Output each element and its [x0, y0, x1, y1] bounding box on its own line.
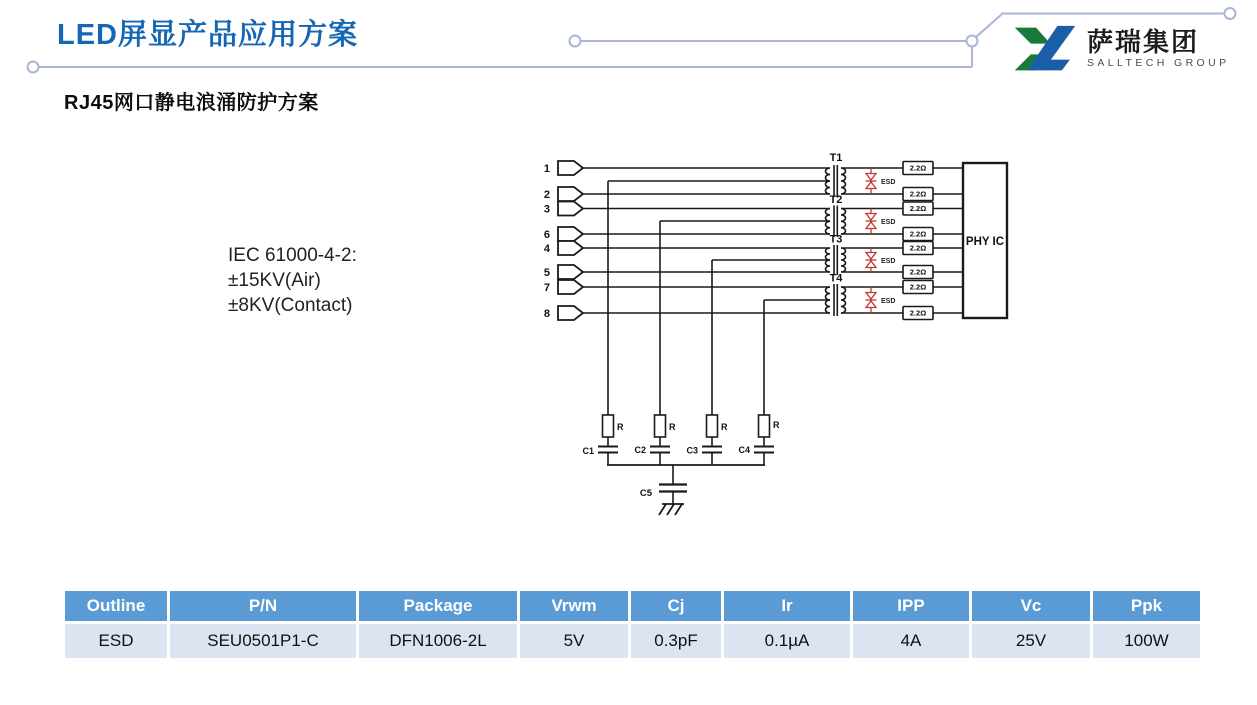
- cell-package: DFN1006-2L: [358, 623, 519, 660]
- iec-line-3: ±8KV(Contact): [228, 295, 353, 316]
- svg-text:2.2Ω: 2.2Ω: [909, 229, 927, 239]
- col-vc: Vc: [971, 590, 1092, 623]
- svg-text:C4: C4: [738, 445, 750, 455]
- spec-header-row: [64, 590, 1202, 623]
- svg-text:5: 5: [543, 267, 550, 279]
- col-ir: Ir: [723, 590, 852, 623]
- svg-text:PHY IC: PHY IC: [965, 236, 1005, 248]
- svg-text:6: 6: [543, 229, 550, 241]
- svg-text:C2: C2: [634, 445, 646, 455]
- svg-text:ESD: ESD: [881, 219, 896, 226]
- svg-text:3: 3: [543, 203, 550, 216]
- col-ipp: IPP: [852, 590, 971, 623]
- svg-text:ESD: ESD: [881, 258, 896, 265]
- cell-ir: 0.1µA: [723, 623, 852, 660]
- esd-tvs-diodes: [866, 168, 877, 313]
- cell-vrwm: 5V: [519, 623, 630, 660]
- col-cj: Cj: [630, 590, 723, 623]
- phy-ic-block: [963, 163, 1007, 318]
- ground-icon: [659, 504, 684, 515]
- col-ppk: Ppk: [1092, 590, 1202, 623]
- svg-text:2.2Ω: 2.2Ω: [909, 243, 927, 253]
- svg-text:R: R: [617, 422, 624, 432]
- termination-network: [598, 415, 774, 465]
- cell-ipp: 4A: [852, 623, 971, 660]
- svg-text:2.2Ω: 2.2Ω: [909, 308, 927, 318]
- svg-text:2.2Ω: 2.2Ω: [909, 204, 927, 214]
- secondary-wires: [841, 168, 963, 313]
- svg-text:C1: C1: [582, 446, 594, 456]
- esd-diode: [866, 248, 877, 272]
- svg-text:R: R: [773, 420, 780, 430]
- svg-text:R: R: [721, 422, 728, 432]
- spec-data-row: [64, 623, 1202, 660]
- pin-number-labels: [544, 163, 551, 320]
- col-vrwm: Vrwm: [519, 590, 630, 623]
- transformer-t2: [826, 206, 846, 238]
- logo-name-en: SALLTECH GROUP: [1087, 57, 1230, 70]
- svg-text:C3: C3: [686, 445, 698, 456]
- rj45-esd-schematic: [530, 140, 1020, 535]
- transformer-t1: [826, 165, 846, 197]
- iec-standard-note: [228, 243, 357, 318]
- svg-text:7: 7: [543, 282, 550, 294]
- cell-pn: SEU0501P1-C: [169, 623, 358, 660]
- page-title: LED屏显产品应用方案: [57, 19, 359, 51]
- svg-text:ESD: ESD: [881, 179, 896, 186]
- esd-spec-table: [62, 588, 1203, 661]
- svg-text:R: R: [669, 422, 676, 432]
- svg-text:2.2Ω: 2.2Ω: [909, 267, 927, 277]
- logo-mark-icon: [1013, 22, 1077, 76]
- cell-ppk: 100W: [1092, 623, 1202, 660]
- svg-text:2: 2: [543, 189, 550, 201]
- col-pn: P/N: [169, 590, 358, 623]
- rj45-pin-connectors: [558, 161, 583, 320]
- svg-text:2.2Ω: 2.2Ω: [909, 163, 927, 173]
- col-package: Package: [358, 590, 519, 623]
- center-tap-lines: [608, 181, 830, 415]
- primary-wires: [583, 168, 830, 313]
- svg-text:4: 4: [543, 243, 550, 255]
- cell-outline: ESD: [64, 623, 169, 660]
- svg-text:2.2Ω: 2.2Ω: [909, 282, 927, 292]
- esd-diode: [866, 209, 877, 235]
- svg-text:ESD: ESD: [881, 298, 896, 305]
- transformer-t3: [826, 245, 846, 275]
- transformer-t4: [826, 284, 846, 316]
- section-subtitle: RJ45网口静电浪涌防护方案: [64, 92, 319, 114]
- svg-text:T3: T3: [829, 233, 843, 246]
- iec-line-2: ±15KV(Air): [228, 270, 321, 291]
- esd-diode: [866, 168, 877, 194]
- svg-text:2.2Ω: 2.2Ω: [909, 189, 927, 199]
- svg-text:8: 8: [543, 308, 550, 320]
- iec-line-1: IEC 61000-4-2:: [228, 245, 357, 266]
- logo-name-cn: 萨瑞集团: [1087, 27, 1200, 58]
- svg-text:T1: T1: [829, 152, 843, 164]
- col-outline: Outline: [64, 590, 169, 623]
- c5-and-ground: [659, 465, 687, 515]
- esd-diode: [866, 287, 877, 313]
- cell-vc: 25V: [971, 623, 1092, 660]
- svg-text:T4: T4: [829, 272, 843, 285]
- svg-text:1: 1: [543, 163, 550, 175]
- svg-text:T2: T2: [829, 194, 843, 206]
- transformer-labels: [830, 152, 844, 285]
- series-resistors: [903, 162, 933, 320]
- company-logo: [1013, 22, 1230, 76]
- svg-text:C5: C5: [639, 488, 652, 499]
- cell-cj: 0.3pF: [630, 623, 723, 660]
- esd-labels: [881, 179, 895, 305]
